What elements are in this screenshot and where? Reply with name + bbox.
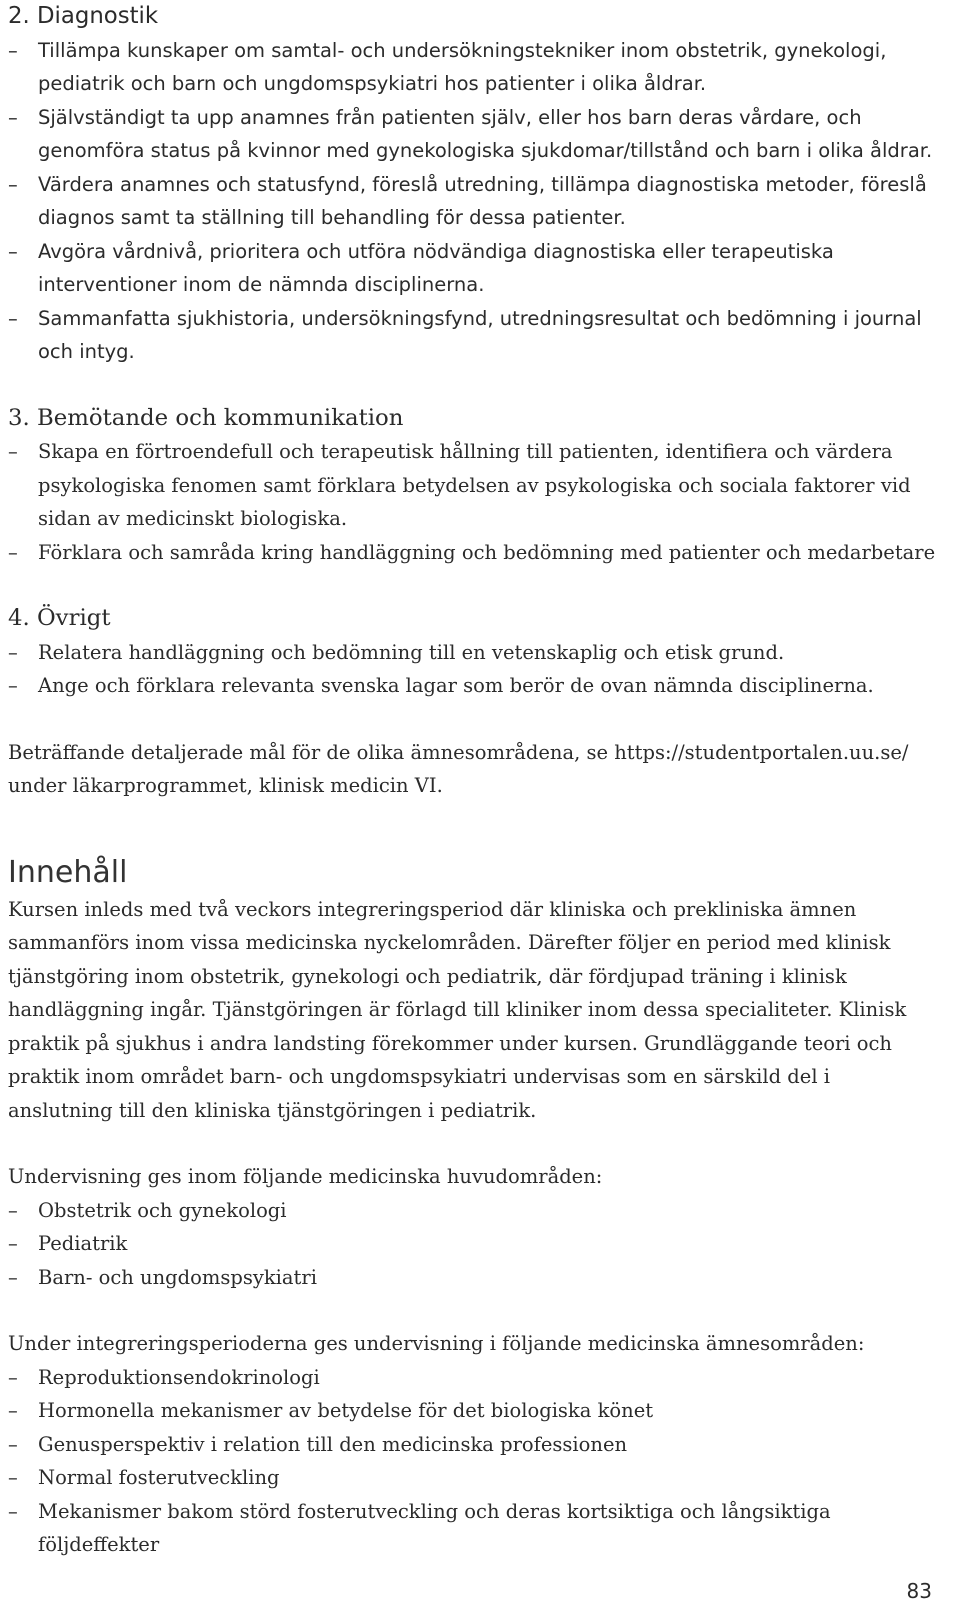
section-diagnostik (8, 0, 938, 369)
list-item: – Avgöra vårdnivå, prioritera och utföra nödvändiga diagnostiska eller terapeutiska interventioner inom de nämnda disciplinerna. (8, 235, 938, 302)
bullet-list (8, 1194, 938, 1295)
list-item: – Ange och förklara relevanta svenska lagar som berör de ovan nämnda disciplinerna. (8, 669, 938, 703)
section-amnesomraden (8, 1327, 938, 1562)
list-item: – Relatera handläggning och bedömning till en vetenskaplig och etisk grund. (8, 636, 938, 670)
list-item: – Sammanfatta sjukhistoria, undersökningsfynd, utredningsresultat och bedömning i journal och intyg. (8, 302, 938, 369)
list-item: – Värdera anamnes och statusfynd, föreslå utredning, tillämpa diagnostiska metoder, föreslå diagnos samt ta ställning till behandling för dessa patienter. (8, 168, 938, 235)
list-item: – Reproduktionsendokrinologi (8, 1361, 938, 1395)
section-heading: 2. Diagnostik (8, 3, 159, 29)
content-heading: Innehåll (8, 854, 128, 890)
section-heading: 3. Bemötande och kommunikation (8, 404, 404, 431)
bullet-list (8, 435, 938, 569)
list-intro: Undervisning ges inom följande medicinska huvudområden: (8, 1165, 603, 1188)
list-item: – Barn- och ungdomspsykiatri (8, 1261, 938, 1295)
list-item: – Obstetrik och gynekologi (8, 1194, 938, 1228)
bullet-list (8, 34, 938, 369)
bullet-list (8, 1361, 938, 1562)
list-item: – Normal fosterutveckling (8, 1461, 938, 1495)
section-bemotande (8, 402, 938, 570)
list-item: – Pediatrik (8, 1227, 938, 1261)
detail-note: Beträffande detaljerade mål för de olika ämnesområdena, se https://studentportalen.uu.se/ under läkarprogrammet, klinisk medicin VI. (8, 740, 909, 797)
content-paragraph: Kursen inleds med två veckors integreringsperiod där kliniska och prekliniska ämnen sammanförs inom vissa medicinska nyckelområden. Därefter följer en period med klinisk tjänstgöring inom obstetrik, gynekologi och pediatrik, där fördjupad träning i klinisk handläggning ingår. Tjänstgöringen är förlagd till kliniker inom dessa specialiteter. Klinisk praktik på sjukhus i andra landsting förekommer under kursen. Grundläggande teori och praktik inom området barn- och ungdomspsykiatri undervisas som en särskild del i anslutning till den kliniska tjänstgöringen i pediatrik. (8, 897, 907, 1122)
list-item: – Förklara och samråda kring handläggning och bedömning med patienter och medarbetare (8, 536, 938, 570)
section-heading: 4. Övrigt (8, 605, 111, 631)
list-intro: Under integreringsperioderna ges undervisning i följande medicinska ämnesområden: (8, 1332, 865, 1355)
list-item: – Tillämpa kunskaper om samtal- och undersökningstekniker inom obstetrik, gynekologi, pediatrik och barn och ungdomspsykiatri hos patienter i olika åldrar. (8, 34, 938, 101)
list-item: – Skapa en förtroendefull och terapeutisk hållning till patienten, identifiera och värdera psykologiska fenomen samt förklara betydelsen av psykologiska och sociala faktorer vid sidan av medicinskt biologiska. (8, 435, 938, 536)
section-ovrigt (8, 602, 938, 703)
page-number: 83 (906, 1579, 932, 1603)
bullet-list (8, 636, 938, 703)
section-huvudomraden (8, 1160, 938, 1294)
list-item: – Mekanismer bakom störd fosterutveckling och deras kortsiktiga och långsiktiga följdeffekter (8, 1495, 938, 1562)
list-item: – Självständigt ta upp anamnes från patienten själv, eller hos barn deras vårdare, och genomföra status på kvinnor med gynekologiska sjukdomar/tillstånd och barn i olika åldrar. (8, 101, 938, 168)
list-item: – Hormonella mekanismer av betydelse för det biologiska könet (8, 1394, 938, 1428)
list-item: – Genusperspektiv i relation till den medicinska professionen (8, 1428, 938, 1462)
